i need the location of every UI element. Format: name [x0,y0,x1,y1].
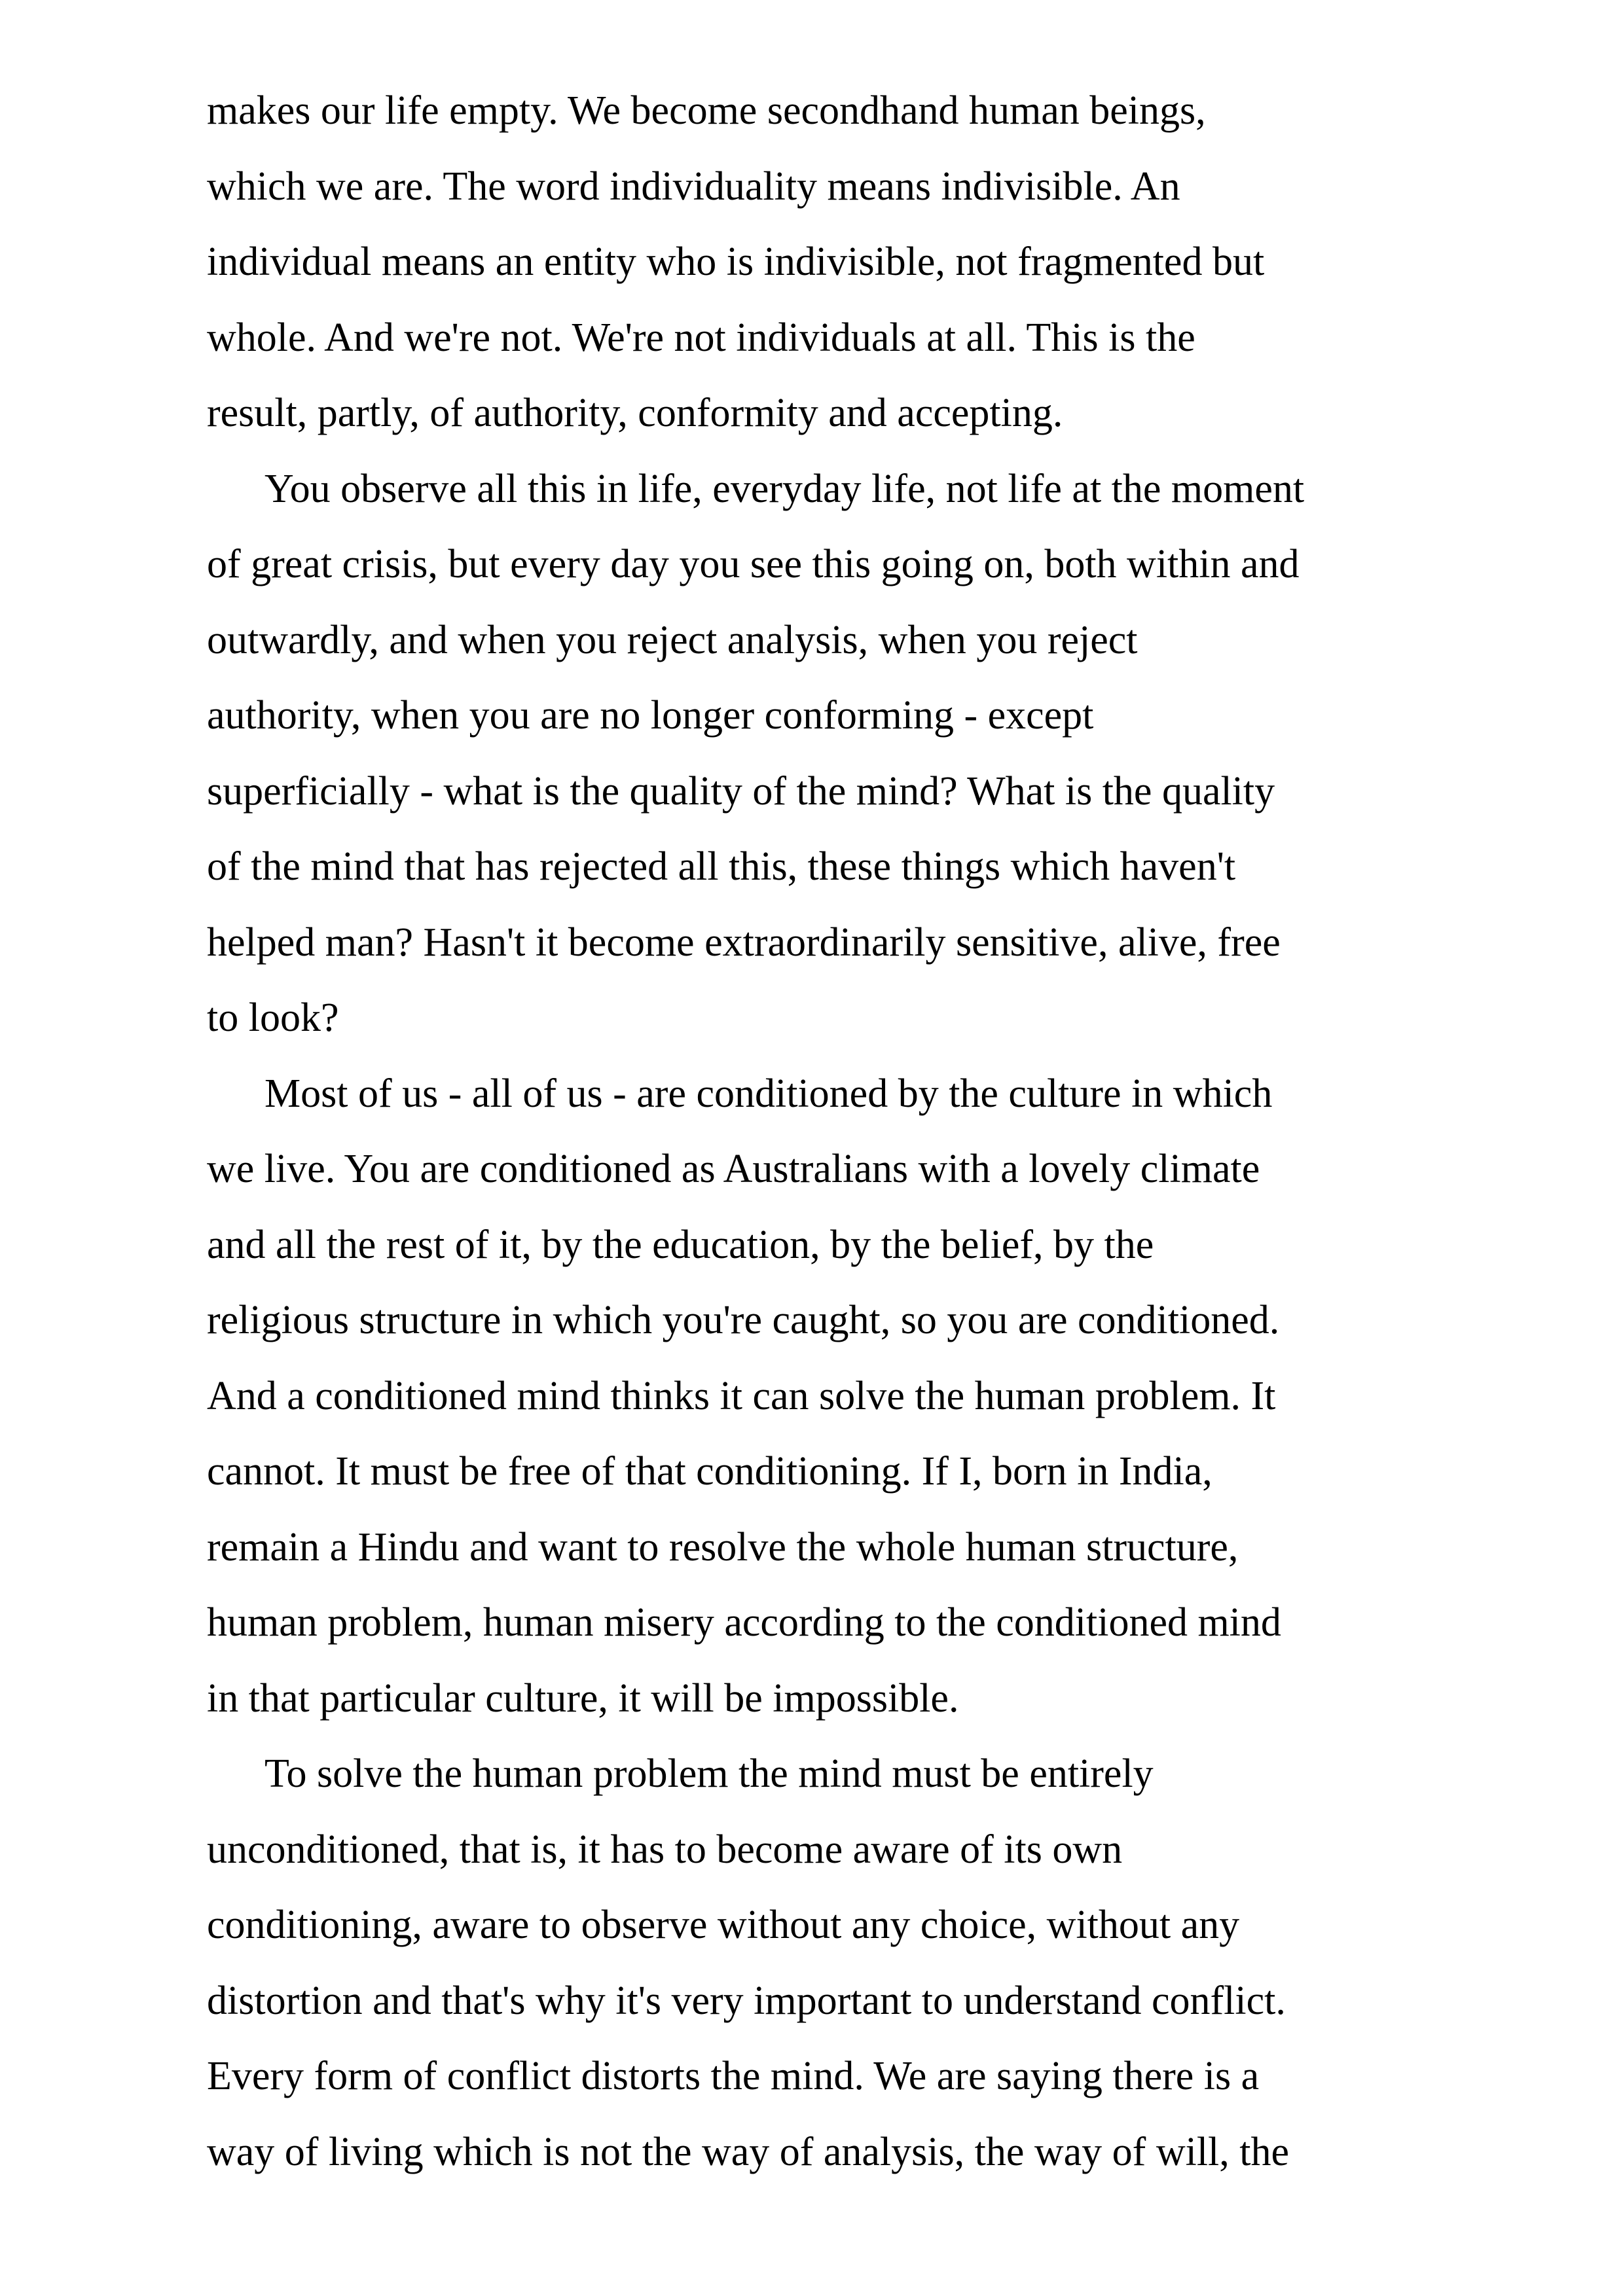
text-line: remain a Hindu and want to resolve the whole human structure, [207,1524,1239,1570]
text-line: way of living which is not the way of analysis, the way of will, the [207,2129,1290,2174]
text-line: To solve the human problem the mind must be entirely [264,1751,1154,1796]
text-line: And a conditioned mind thinks it can solve the human problem. It [207,1373,1276,1418]
text-line: in that particular culture, it will be impossible. [207,1676,959,1721]
text-line: whole. And we're not. We're not individuals at all. This is the [207,315,1195,360]
paragraph-2 [207,452,1484,1056]
text-line: Most of us - all of us - are conditioned by the culture in which [264,1071,1273,1116]
text-line: religious structure in which you're caught, so you are conditioned. [207,1298,1280,1342]
text-line: cannot. It must be free of that conditioning. If I, born in India, [207,1449,1213,1494]
text-line: individual means an entity who is indivisible, not fragmented but [207,240,1265,284]
text-line: You observe all this in life, everyday life, not life at the moment [264,466,1305,511]
body-text [207,73,1484,2190]
text-line: superficially - what is the quality of the mind? What is the quality [207,768,1275,814]
text-line: makes our life empty. We become secondhand human beings, [207,88,1206,133]
text-line: of the mind that has rejected all this, these things which haven't [207,844,1236,889]
text-line: we live. You are conditioned as Australians with a lovely climate [207,1147,1260,1191]
text-line: Every form of conflict distorts the mind. We are saying there is a [207,2054,1260,2098]
text-line: outwardly, and when you reject analysis, when you reject [207,617,1138,662]
text-line: of great crisis, but every day you see this going on, both within and [207,542,1300,586]
paragraph-1 [207,73,1484,452]
text-line: helped man? Hasn't it become extraordinarily sensitive, alive, free [207,920,1281,965]
text-line: result, partly, of authority, conformity and accepting. [207,391,1063,435]
text-line: human problem, human misery according to the conditioned mind [207,1600,1281,1645]
paragraph-4 [207,1736,1484,2190]
text-line: distortion and that's why it's very important to understand conflict. [207,1978,1286,2023]
text-line: which we are. The word individuality means indivisible. An [207,164,1180,209]
text-line: conditioning, aware to observe without any choice, without any [207,1903,1240,1947]
text-line: to look? [207,996,339,1040]
paragraph-3 [207,1056,1484,1737]
text-line: and all the rest of it, by the education, by the belief, by the [207,1222,1154,1267]
text-line: authority, when you are no longer conforming - except [207,693,1094,738]
text-line: unconditioned, that is, it has to become aware of its own [207,1827,1123,1872]
